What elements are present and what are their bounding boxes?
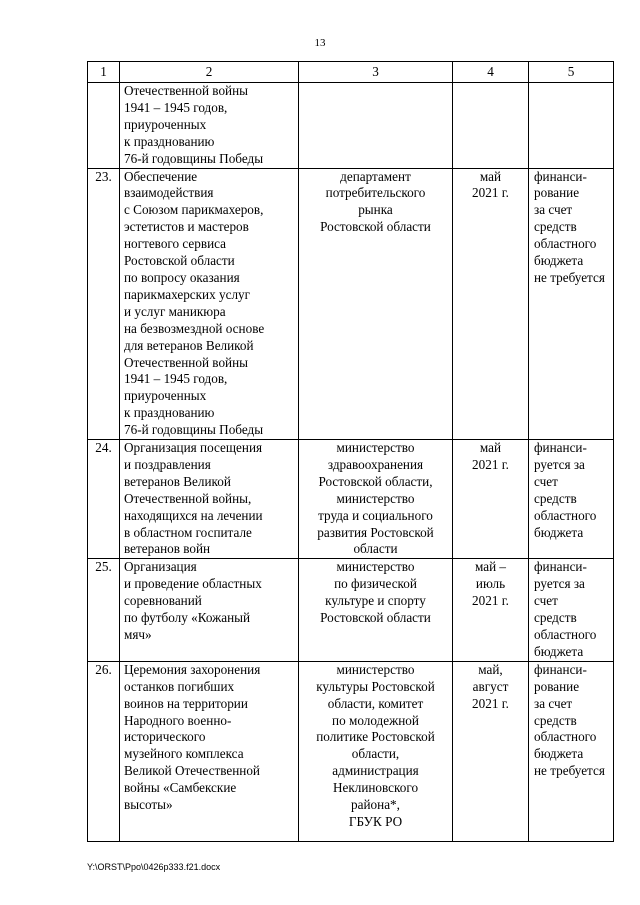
financing-source-line: бюджета (534, 643, 584, 659)
table-row (88, 440, 614, 559)
financing-source-line: за счет (534, 202, 573, 218)
financing-source (529, 168, 614, 440)
event-description-line: 76-й годовщины Победы (124, 150, 264, 166)
table-row (88, 661, 614, 841)
financing-source-line: финанси- (534, 661, 587, 677)
event-date-line: май – (474, 559, 507, 575)
financing-source-line: средств (534, 219, 577, 235)
row-number (88, 83, 120, 169)
event-description-line: ветеранов Великой (124, 473, 231, 489)
event-description-line: и проведение областных (124, 576, 262, 592)
event-description-line: к празднованию (124, 405, 215, 421)
financing-source-line: средств (534, 712, 577, 728)
event-description-line: Народного военно- (124, 712, 232, 728)
event-description-line: Отечественной войны (124, 354, 249, 370)
responsible-party-line: Ростовской области, (318, 473, 433, 489)
event-description-line: парикмахерских услуг (124, 286, 251, 302)
responsible-party-line: по молодежной (332, 712, 419, 728)
event-description-line: Отечественной войны, (124, 490, 252, 506)
event-description-line: 1941 – 1945 годов, (124, 99, 228, 115)
event-date-line: 2021 г. (472, 695, 509, 711)
financing-source-line: не требуется (534, 763, 605, 779)
responsible-party-line: области, (351, 746, 400, 762)
event-description-line: эстетистов и мастеров (124, 219, 249, 235)
event-description (120, 661, 299, 841)
row-number: 26. (88, 661, 120, 841)
financing-source-line: областного (534, 627, 597, 642)
event-description (120, 83, 299, 169)
event-description-line: останков погибших (124, 678, 235, 694)
event-description-line: с Союзом парикмахеров, (124, 202, 264, 218)
responsible-party-line: политике Ростовской (316, 729, 435, 745)
responsible-party (299, 559, 453, 661)
responsible-party-line: министерство (336, 490, 415, 506)
responsible-party (299, 83, 453, 169)
responsible-party-line: области, комитет (327, 695, 424, 711)
event-description-line: на безвозмездной основе (124, 320, 265, 336)
financing-source-line: финанси- (534, 168, 587, 184)
responsible-party-line: труда и социального (318, 507, 433, 523)
responsible-party-line: области (353, 541, 398, 557)
event-date-line: июль (475, 576, 506, 592)
responsible-party-line: департамент (340, 168, 411, 184)
column-header: 2 (120, 62, 299, 83)
event-date (453, 168, 529, 440)
responsible-party-line: ГБУК РО (348, 813, 403, 829)
financing-source-line: бюджета (534, 524, 584, 540)
event-description-line: музейного комплекса (124, 746, 244, 762)
responsible-party-line: министерство (336, 559, 415, 575)
financing-source (529, 661, 614, 841)
financing-source-line: рование (534, 185, 580, 201)
event-description-line: и услуг маникюра (124, 303, 226, 319)
financing-source-line: областного (534, 236, 597, 252)
financing-source-line: счет (534, 593, 558, 609)
column-header: 5 (529, 62, 614, 83)
document-path: Y:\ORST\Ppo\0426p333.f21.docx (87, 862, 221, 872)
financing-source-line: за счет (534, 695, 573, 711)
event-description-line: и поздравления (124, 456, 211, 472)
event-description-line: Ростовской области (124, 253, 235, 269)
responsible-party-line: потребительского (325, 185, 426, 201)
column-header: 1 (88, 62, 120, 83)
event-description-line: приуроченных (124, 388, 207, 404)
event-description-line: войны «Самбекские (124, 780, 237, 796)
event-description-line: Великой Отечественной (124, 763, 260, 779)
responsible-party (299, 440, 453, 559)
financing-source-line: руется за (534, 576, 585, 592)
page-number: 13 (314, 37, 326, 49)
event-date-line: май, (478, 661, 503, 677)
event-description-line: для ветеранов Великой (124, 337, 254, 353)
financing-source-line: не требуется (534, 269, 605, 285)
responsible-party-line: по физической (334, 576, 417, 592)
event-date-line: май (479, 440, 502, 456)
financing-source-line: средств (534, 490, 577, 506)
financing-source-line: финанси- (534, 440, 587, 456)
responsible-party (299, 661, 453, 841)
event-description-line: мяч» (124, 627, 152, 642)
event-description-line: по футболу «Кожаный (124, 610, 251, 626)
responsible-party-line: Неклиновского (332, 780, 419, 796)
event-date (453, 661, 529, 841)
event-date (453, 559, 529, 661)
financing-source-line: руется за (534, 456, 585, 472)
financing-source-line: финанси- (534, 559, 587, 575)
event-description (120, 168, 299, 440)
event-description-line: воинов на территории (124, 695, 248, 711)
event-description-line: по вопросу оказания (124, 269, 240, 285)
column-header: 3 (299, 62, 453, 83)
event-description-line: соревнований (124, 593, 202, 609)
row-number: 24. (88, 440, 120, 559)
table-row (88, 168, 614, 440)
event-date-line: 2021 г. (472, 456, 509, 472)
row-number: 25. (88, 559, 120, 661)
event-date-line: май (479, 168, 502, 184)
table-row (88, 83, 614, 169)
event-description-line: высоты» (124, 797, 173, 813)
events-table (87, 61, 614, 842)
event-date-line: 2021 г. (472, 185, 509, 201)
event-description-line: приуроченных (124, 116, 207, 132)
financing-source-line: бюджета (534, 253, 584, 269)
financing-source-line: областного (534, 729, 597, 745)
responsible-party-line: района*, (351, 797, 400, 813)
event-description-line: Организация посещения (124, 440, 263, 456)
event-date (453, 83, 529, 169)
row-number: 23. (88, 168, 120, 440)
event-description-line: исторического (124, 729, 206, 745)
event-description-line: Организация (124, 559, 197, 575)
responsible-party-line: культуре и спорту (325, 593, 426, 609)
responsible-party (299, 168, 453, 440)
responsible-party-line: развития Ростовской (317, 524, 434, 540)
responsible-party-line: Ростовской области (320, 610, 431, 626)
table-row (88, 559, 614, 661)
financing-source-line: средств (534, 610, 577, 626)
event-description-line: 1941 – 1945 годов, (124, 371, 228, 387)
event-description-line: ногтевого сервиса (124, 236, 226, 252)
financing-source-line: бюджета (534, 746, 584, 762)
responsible-party-line: администрация (332, 763, 419, 779)
event-description (120, 440, 299, 559)
event-description-line: ветеранов войн (124, 541, 211, 557)
responsible-party-line: здравоохранения (327, 456, 424, 472)
column-header: 4 (453, 62, 529, 83)
financing-source (529, 440, 614, 559)
event-description-line: взаимодействия (124, 185, 214, 201)
financing-source (529, 559, 614, 661)
financing-source-line: рование (534, 678, 580, 694)
responsible-party-line: Ростовской области (320, 219, 431, 235)
financing-source-line: областного (534, 507, 597, 523)
event-date-line: 2021 г. (472, 593, 509, 609)
responsible-party-line: культуры Ростовской (316, 678, 435, 694)
event-description-line: Обеспечение (124, 168, 198, 184)
responsible-party-line: министерство (336, 440, 415, 456)
event-description-line: Отечественной войны (124, 83, 249, 98)
event-date-line: август (472, 678, 509, 694)
responsible-party-line: министерство (336, 661, 415, 677)
event-description-line: 76-й годовщины Победы (124, 422, 264, 438)
event-description-line: в областном госпитале (124, 524, 252, 540)
event-description (120, 559, 299, 661)
financing-source (529, 83, 614, 169)
table-header-row (88, 62, 614, 83)
responsible-party-line: рынка (358, 202, 393, 218)
event-description-line: к празднованию (124, 133, 215, 149)
event-description-line: Церемония захоронения (124, 661, 261, 677)
event-date (453, 440, 529, 559)
financing-source-line: счет (534, 473, 558, 489)
event-description-line: находящихся на лечении (124, 507, 263, 523)
